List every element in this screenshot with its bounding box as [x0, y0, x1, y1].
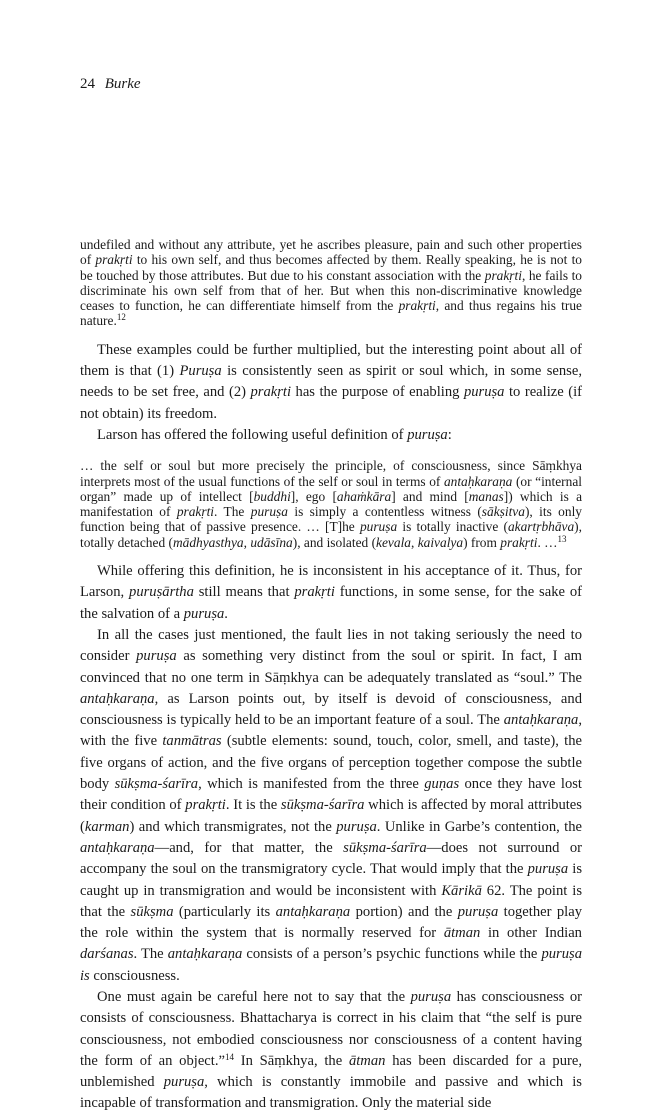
paragraph: In all the cases just mentioned, the fault lies in not taking seriously the need to consider puruṣa as something very distinct from the soul or spirit. In fact, I am convinced that no one term in Sāṃkhya can be adequately translated as “soul.” The antaḥkaraṇa, as Larson points out, by itself is devoid of consciousness, and consciousness is typically held to be an important feature of a soul. The antaḥkaraṇa, with the five tanmātras (subtle elements: sound, touch, color, smell, and taste), the five organs of action, and the five organs of perception together compose the subtle body sūkṣma-śarīra, which is manifested from the three guṇas once they have lost their condition of prakṛti. It is the sūkṣma-śarīra which is affected by moral attributes (karman) and which transmigrates, not the puruṣa. Unlike in Garbe’s contention, the antaḥkaraṇa—and, for that matter, the sūkṣma-śarīra—does not surround or accompany the soul on the transmigratory cycle. That would imply that the puruṣa is caught up in transmigration and would be inconsistent with Kārikā 62. The point is that the sūkṣma (particularly its antaḥkaraṇa portion) and the puruṣa together play the role within the system that is normally reserved for ātman in other Indian darśanas. The antaḥkaraṇa consists of a person’s psychic functions while the puruṣa is consciousness.	[80, 626, 583, 984]
paragraph: Larson has offered the following useful definition of puruṣa:	[97, 426, 452, 443]
block-quote: … the self or soul but more precisely the principle, of consciousness, since Sāṃkhya interprets most of the usual functions of the self or soul in terms of antaḥkaraṇa (or “internal organ” made up of intellect [buddhi], ego [ahaṁkāra] and mind [manas]) which is a manifestation of prakṛti. The puruṣa is simply a contentless witness (sākṣitva), its only function being that of passive presence. … [T]he puruṣa is totally inactive (akartṛbhāva), totally detached (mādhyasthya, udāsīna), and isolated (kevala, kaivalya) from prakṛti. …$^{13}$	[80, 458, 583, 550]
running-header	[80, 74, 141, 94]
block-quote: undefiled and without any attribute, yet he ascribes pleasure, pain and such other properties of prakṛti to his own self, and thus becomes affected by them. Really speaking, he is not to be touched by those attributes. But due to his constant association with the prakṛti, he fails to discriminate his own self from that of her. But when this non-discriminative knowledge ceases to function, he can differentiate himself from the prakṛti, and thus regains his true nature.$^{12}$	[80, 237, 583, 329]
page-number: 24	[80, 76, 95, 92]
paragraph: While offering this definition, he is inconsistent in his acceptance of it. Thus, for Larson, puruṣārtha still means that prakṛti functions, in some sense, for the sake of the salvation of a puruṣa.	[80, 563, 582, 622]
running-head-author: Burke	[104, 76, 141, 92]
paragraph: These examples could be further multiplied, but the interesting point about all of them is that (1) Puruṣa is consistently seen as spirit or soul which, in some sense, needs to be set free, and (2) prakṛti has the purpose of enabling puruṣa to realize (if not obtain) its freedom.	[80, 341, 582, 422]
body-text	[80, 237, 582, 1115]
paragraph: One must again be careful here not to say that the puruṣa has consciousness or consists of consciousness. Bhattacharya is correct in his claim that “the self is pure consciousness, not embodied consciousness nor consciousness of a content having the form of an object.”$^{14}$ In Sāṃkhya, the ātman has been discarded for a pure, unblemished puruṣa, which is constantly immobile and passive and which is incapable of transformation and transmigration. Only the material side	[80, 988, 582, 1112]
